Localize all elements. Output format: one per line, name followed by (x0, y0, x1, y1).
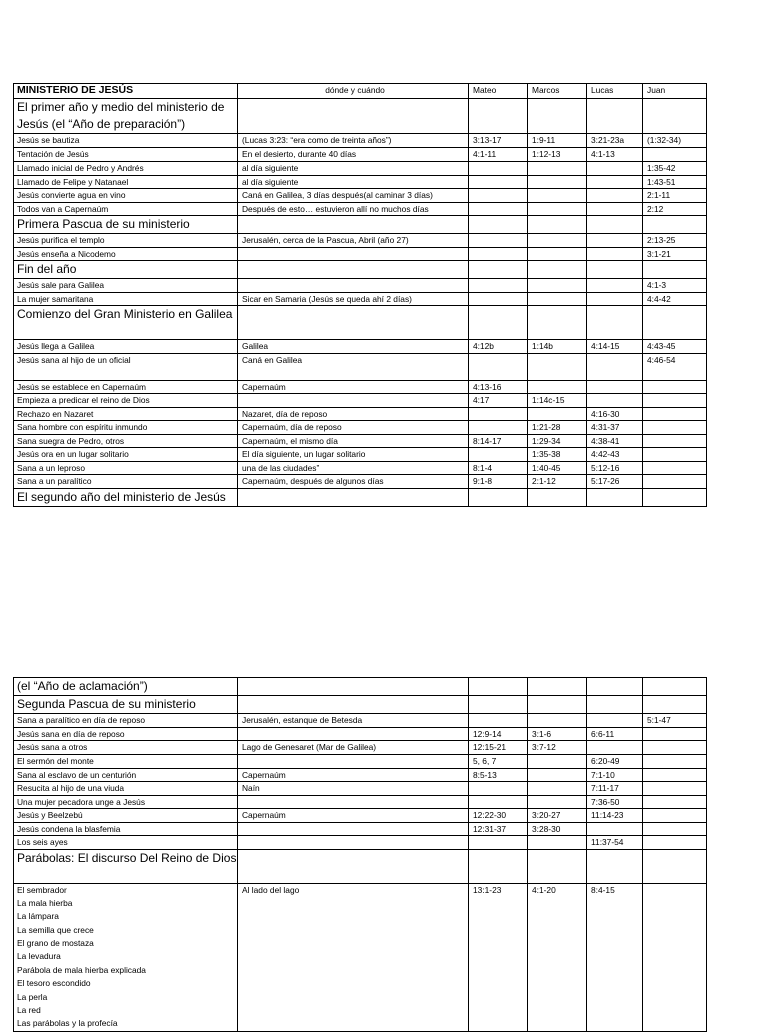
cell-mateo (469, 162, 528, 176)
cell-mateo: 12:9-14 (469, 727, 528, 741)
cell-where-when: Capernaúm (238, 380, 469, 394)
cell-event: Sana a un leproso (14, 461, 238, 475)
parable-item: La mala hierba (17, 897, 73, 908)
cell-lucas (587, 162, 643, 176)
cell-mateo (469, 306, 528, 340)
cell-lucas (587, 488, 643, 506)
cell-lucas (587, 234, 643, 248)
table-row (14, 754, 707, 768)
cell-marcos (528, 678, 587, 696)
cell-marcos: 1:9-11 (528, 134, 587, 148)
cell-marcos (528, 234, 587, 248)
table-row (14, 768, 707, 782)
cell-where-when: (Lucas 3:23: “era como de treinta años”) (238, 134, 469, 148)
header-where-when: dónde y cuándo (238, 84, 469, 99)
table-row (14, 714, 707, 728)
table-row (14, 148, 707, 162)
cell-juan (643, 306, 707, 340)
cell-where-when: Sicar en Samaria (Jesús se queda ahí 2 días) (238, 292, 469, 306)
cell-where-when: al día siguiente (238, 175, 469, 189)
table-row (14, 407, 707, 421)
cell-mateo (469, 448, 528, 462)
table-row (14, 421, 707, 435)
cell-marcos (528, 795, 587, 809)
cell-marcos (528, 380, 587, 394)
cell-event: Llamado de Felipe y Natanael (14, 175, 238, 189)
cell-mateo (469, 488, 528, 506)
section-heading-row (14, 678, 707, 696)
cell-marcos (528, 216, 587, 234)
cell-where-when: Caná en Galilea (238, 353, 469, 380)
parables-where: Al lado del lago (238, 883, 469, 1031)
cell-mateo (469, 234, 528, 248)
cell-juan (643, 380, 707, 394)
cell-mateo: 5, 6, 7 (469, 754, 528, 768)
cell-marcos (528, 754, 587, 768)
parables-mateo: 13:1-23 (469, 883, 528, 1031)
table-row (14, 394, 707, 408)
cell-mateo (469, 849, 528, 883)
table-row (14, 809, 707, 823)
cell-event: Jesús sana en día de reposo (14, 727, 238, 741)
table-row (14, 189, 707, 203)
cell-juan (643, 448, 707, 462)
table-row (14, 727, 707, 741)
cell-marcos: 1:21-28 (528, 421, 587, 435)
cell-mateo (469, 189, 528, 203)
parable-item: El sembrador (17, 884, 67, 895)
cell-mateo (469, 175, 528, 189)
cell-mateo (469, 216, 528, 234)
section-heading-row (14, 488, 707, 506)
cell-event: Llamado inicial de Pedro y Andrés (14, 162, 238, 176)
cell-marcos: 3:7-12 (528, 741, 587, 755)
parable-item: La semilla que crece (17, 924, 94, 935)
cell-event: Jesús sana a otros (14, 741, 238, 755)
cell-juan (643, 768, 707, 782)
parables-lucas: 8:4-15 (587, 883, 643, 1031)
cell-juan: 2:12 (643, 202, 707, 216)
cell-lucas (587, 216, 643, 234)
parable-item: El tesoro escondido (17, 978, 91, 989)
parable-item: La red (17, 1005, 41, 1016)
table-row (14, 822, 707, 836)
cell-where-when (238, 696, 469, 714)
cell-where-when (238, 279, 469, 293)
cell-event: Sana suegra de Pedro, otros (14, 434, 238, 448)
cell-where-when: Capernaúm (238, 809, 469, 823)
section-heading: Primera Pascua de su ministerio (14, 216, 238, 234)
cell-marcos (528, 202, 587, 216)
table-row (14, 134, 707, 148)
cell-event: Jesús enseña a Nicodemo (14, 247, 238, 261)
cell-where-when: Capernaúm, día de reposo (238, 421, 469, 435)
cell-lucas (587, 678, 643, 696)
ministry-table-part-2 (13, 677, 707, 1032)
cell-juan (643, 822, 707, 836)
cell-where-when: Jerusalén, estanque de Betesda (238, 714, 469, 728)
table-row (14, 162, 707, 176)
cell-juan (643, 754, 707, 768)
cell-juan: 1:43-51 (643, 175, 707, 189)
parable-item: Las parábolas y la profecía (17, 1018, 118, 1029)
cell-event: Jesús se establece en Capernaúm (14, 380, 238, 394)
cell-juan (643, 394, 707, 408)
cell-marcos (528, 162, 587, 176)
parables-marcos: 4:1-20 (528, 883, 587, 1031)
cell-marcos: 3:28-30 (528, 822, 587, 836)
cell-event: Jesús condena la blasfemia (14, 822, 238, 836)
cell-where-when (238, 394, 469, 408)
cell-event: Sana a un paralítico (14, 475, 238, 489)
cell-where-when: Galilea (238, 340, 469, 354)
cell-juan: 1:35-42 (643, 162, 707, 176)
table-header-row (14, 84, 707, 99)
section-heading: Fin del año (14, 261, 238, 279)
cell-marcos (528, 782, 587, 796)
cell-where-when: Capernaúm, el mismo día (238, 434, 469, 448)
cell-juan (643, 795, 707, 809)
cell-marcos (528, 247, 587, 261)
cell-juan (643, 782, 707, 796)
section-heading-row (14, 261, 707, 279)
cell-mateo (469, 696, 528, 714)
cell-lucas: 7:36-50 (587, 795, 643, 809)
cell-juan (643, 849, 707, 883)
cell-where-when: Caná en Galilea, 3 días después(al caminar 3 días) (238, 189, 469, 203)
cell-mateo: 4:17 (469, 394, 528, 408)
cell-mateo (469, 407, 528, 421)
parable-item: El grano de mostaza (17, 938, 94, 949)
cell-where-when: Naín (238, 782, 469, 796)
cell-marcos (528, 768, 587, 782)
cell-lucas (587, 696, 643, 714)
cell-where-when: Capernaúm, después de algunos días (238, 475, 469, 489)
cell-lucas (587, 741, 643, 755)
cell-event: Rechazo en Nazaret (14, 407, 238, 421)
cell-event: Sana hombre con espíritu inmundo (14, 421, 238, 435)
cell-juan: 5:1-47 (643, 714, 707, 728)
cell-lucas (587, 822, 643, 836)
table-row (14, 461, 707, 475)
cell-juan: 2:1-11 (643, 189, 707, 203)
cell-juan: 4:4-42 (643, 292, 707, 306)
parable-item: Parábola de mala hierba explicada (17, 964, 146, 975)
cell-marcos (528, 99, 587, 134)
cell-juan (643, 421, 707, 435)
table-row (14, 782, 707, 796)
section-heading-row (14, 216, 707, 234)
cell-marcos (528, 279, 587, 293)
cell-event: Los seis ayes (14, 836, 238, 850)
cell-juan: (1:32-34) (643, 134, 707, 148)
section-heading: El segundo año del ministerio de Jesús (14, 488, 238, 506)
cell-mateo (469, 353, 528, 380)
cell-lucas (587, 202, 643, 216)
cell-mateo (469, 292, 528, 306)
cell-where-when: Nazaret, día de reposo (238, 407, 469, 421)
cell-juan: 3:1-21 (643, 247, 707, 261)
cell-lucas (587, 394, 643, 408)
cell-where-when: En el desierto, durante 40 días (238, 148, 469, 162)
cell-mateo: 4:12b (469, 340, 528, 354)
parable-item: La lámpara (17, 911, 59, 922)
cell-juan (643, 407, 707, 421)
cell-marcos (528, 836, 587, 850)
cell-event: Jesús se bautiza (14, 134, 238, 148)
cell-marcos: 2:1-12 (528, 475, 587, 489)
cell-marcos: 1:12-13 (528, 148, 587, 162)
cell-juan (643, 488, 707, 506)
cell-juan: 4:43-45 (643, 340, 707, 354)
cell-juan: 4:46-54 (643, 353, 707, 380)
cell-juan (643, 741, 707, 755)
cell-mateo: 3:13-17 (469, 134, 528, 148)
cell-juan (643, 216, 707, 234)
section-heading: Segunda Pascua de su ministerio (14, 696, 238, 714)
table-row (14, 448, 707, 462)
cell-lucas: 5:17-26 (587, 475, 643, 489)
parables-list (14, 883, 238, 1031)
cell-where-when: al día siguiente (238, 162, 469, 176)
cell-juan: 2:13-25 (643, 234, 707, 248)
cell-marcos (528, 849, 587, 883)
cell-lucas: 4:31-37 (587, 421, 643, 435)
cell-lucas (587, 261, 643, 279)
cell-lucas: 6:20-49 (587, 754, 643, 768)
table-row (14, 279, 707, 293)
table-row (14, 292, 707, 306)
cell-lucas (587, 353, 643, 380)
table-row (14, 340, 707, 354)
table-row (14, 175, 707, 189)
table-row (14, 202, 707, 216)
parable-item: La perla (17, 991, 48, 1002)
parable-item: La levadura (17, 951, 61, 962)
cell-marcos (528, 714, 587, 728)
cell-mateo: 8:5-13 (469, 768, 528, 782)
cell-event: Jesús ora en un lugar solitario (14, 448, 238, 462)
cell-mateo: 4:13-16 (469, 380, 528, 394)
cell-lucas: 11:37-54 (587, 836, 643, 850)
cell-lucas: 4:16-30 (587, 407, 643, 421)
cell-mateo: 12:31-37 (469, 822, 528, 836)
cell-marcos: 1:14c-15 (528, 394, 587, 408)
table-row (14, 836, 707, 850)
cell-juan (643, 678, 707, 696)
cell-marcos (528, 292, 587, 306)
cell-juan (643, 727, 707, 741)
cell-lucas: 7:1-10 (587, 768, 643, 782)
section-heading: Parábolas: El discurso Del Reino de Dios (14, 849, 238, 883)
cell-lucas: 4:14-15 (587, 340, 643, 354)
cell-mateo (469, 421, 528, 435)
cell-marcos (528, 353, 587, 380)
section-heading-row (14, 696, 707, 714)
cell-juan: 4:1-3 (643, 279, 707, 293)
section-heading: El primer año y medio del ministerio de Jesús (el “Año de preparación”) (14, 99, 238, 134)
cell-event: Jesús sana al hijo de un oficial (14, 353, 238, 380)
cell-where-when (238, 678, 469, 696)
cell-juan (643, 261, 707, 279)
cell-lucas: 3:21-23a (587, 134, 643, 148)
cell-juan (643, 696, 707, 714)
cell-juan (643, 475, 707, 489)
cell-where-when: una de las ciudades” (238, 461, 469, 475)
cell-where-when (238, 849, 469, 883)
cell-where-when (238, 727, 469, 741)
cell-lucas (587, 175, 643, 189)
section-heading-row (14, 99, 707, 134)
cell-where-when: Jerusalén, cerca de la Pascua, Abril (año 27) (238, 234, 469, 248)
cell-where-when (238, 306, 469, 340)
cell-event: Empieza a predicar el reino de Dios (14, 394, 238, 408)
cell-event: Tentación de Jesús (14, 148, 238, 162)
header-ministry: MINISTERIO DE JESÚS (14, 84, 238, 99)
cell-where-when (238, 261, 469, 279)
cell-event: Jesús purifica el templo (14, 234, 238, 248)
cell-event: Una mujer pecadora unge a Jesús (14, 795, 238, 809)
cell-juan (643, 836, 707, 850)
cell-lucas: 4:38-41 (587, 434, 643, 448)
cell-mateo: 4:1-11 (469, 148, 528, 162)
table-row (14, 741, 707, 755)
cell-marcos (528, 407, 587, 421)
cell-marcos: 1:40-45 (528, 461, 587, 475)
cell-lucas (587, 849, 643, 883)
cell-lucas (587, 306, 643, 340)
cell-event: Jesús sale para Galilea (14, 279, 238, 293)
cell-mateo (469, 795, 528, 809)
cell-mateo (469, 261, 528, 279)
cell-event: Jesús llega a Galilea (14, 340, 238, 354)
cell-juan (643, 461, 707, 475)
table-row (14, 353, 707, 380)
cell-lucas (587, 292, 643, 306)
section-heading: (el “Año de aclamación”) (14, 678, 238, 696)
cell-lucas (587, 99, 643, 134)
cell-juan (643, 809, 707, 823)
cell-marcos: 1:35-38 (528, 448, 587, 462)
cell-lucas (587, 279, 643, 293)
cell-mateo (469, 202, 528, 216)
cell-mateo (469, 678, 528, 696)
cell-mateo: 9:1-8 (469, 475, 528, 489)
header-mateo: Mateo (469, 84, 528, 99)
cell-where-when (238, 247, 469, 261)
cell-lucas (587, 189, 643, 203)
table-row (14, 795, 707, 809)
ministry-table-part-1 (13, 83, 707, 507)
parables-row (14, 883, 707, 1031)
section-heading-row (14, 306, 707, 340)
cell-mateo: 8:14-17 (469, 434, 528, 448)
cell-marcos: 1:14b (528, 340, 587, 354)
parables-juan (643, 883, 707, 1031)
header-marcos: Marcos (528, 84, 587, 99)
cell-lucas: 7:11-17 (587, 782, 643, 796)
cell-mateo: 12:15-21 (469, 741, 528, 755)
cell-where-when (238, 99, 469, 134)
cell-marcos: 3:20-27 (528, 809, 587, 823)
cell-where-when (238, 795, 469, 809)
cell-where-when: Capernaúm (238, 768, 469, 782)
cell-lucas (587, 714, 643, 728)
cell-lucas (587, 247, 643, 261)
cell-where-when: Después de esto… estuvieron allí no muchos días (238, 202, 469, 216)
cell-marcos (528, 488, 587, 506)
cell-where-when (238, 836, 469, 850)
header-lucas: Lucas (587, 84, 643, 99)
cell-mateo (469, 714, 528, 728)
cell-event: Todos van a Capernaúm (14, 202, 238, 216)
cell-juan (643, 148, 707, 162)
cell-event: Sana a paralítico en día de reposo (14, 714, 238, 728)
cell-juan (643, 434, 707, 448)
cell-where-when (238, 216, 469, 234)
cell-mateo (469, 279, 528, 293)
section-heading-row (14, 849, 707, 883)
cell-juan (643, 99, 707, 134)
cell-where-when: Lago de Genesaret (Mar de Galilea) (238, 741, 469, 755)
table-row (14, 247, 707, 261)
cell-where-when: El día siguiente, un lugar solitario (238, 448, 469, 462)
cell-mateo (469, 99, 528, 134)
cell-event: Jesús convierte agua en vino (14, 189, 238, 203)
cell-marcos: 1:29-34 (528, 434, 587, 448)
cell-event: Jesús y Beelzebú (14, 809, 238, 823)
cell-marcos (528, 306, 587, 340)
cell-lucas (587, 380, 643, 394)
cell-lucas: 5:12-16 (587, 461, 643, 475)
cell-marcos (528, 696, 587, 714)
cell-lucas: 6:6-11 (587, 727, 643, 741)
cell-mateo (469, 247, 528, 261)
cell-where-when (238, 754, 469, 768)
cell-mateo (469, 836, 528, 850)
cell-mateo (469, 782, 528, 796)
table-row (14, 434, 707, 448)
cell-event: La mujer samaritana (14, 292, 238, 306)
section-heading: Comienzo del Gran Ministerio en Galilea (14, 306, 238, 340)
cell-where-when (238, 488, 469, 506)
cell-event: El sermón del monte (14, 754, 238, 768)
cell-mateo: 8:1-4 (469, 461, 528, 475)
cell-event: Resucita al hijo de una viuda (14, 782, 238, 796)
cell-event: Sana al esclavo de un centurión (14, 768, 238, 782)
cell-marcos (528, 189, 587, 203)
cell-where-when (238, 822, 469, 836)
header-juan: Juan (643, 84, 707, 99)
table-row (14, 234, 707, 248)
table-row (14, 475, 707, 489)
cell-lucas: 4:42-43 (587, 448, 643, 462)
cell-lucas: 4:1-13 (587, 148, 643, 162)
cell-lucas: 11:14-23 (587, 809, 643, 823)
cell-mateo: 12:22-30 (469, 809, 528, 823)
cell-marcos (528, 175, 587, 189)
cell-marcos (528, 261, 587, 279)
table-row (14, 380, 707, 394)
cell-marcos: 3:1-6 (528, 727, 587, 741)
